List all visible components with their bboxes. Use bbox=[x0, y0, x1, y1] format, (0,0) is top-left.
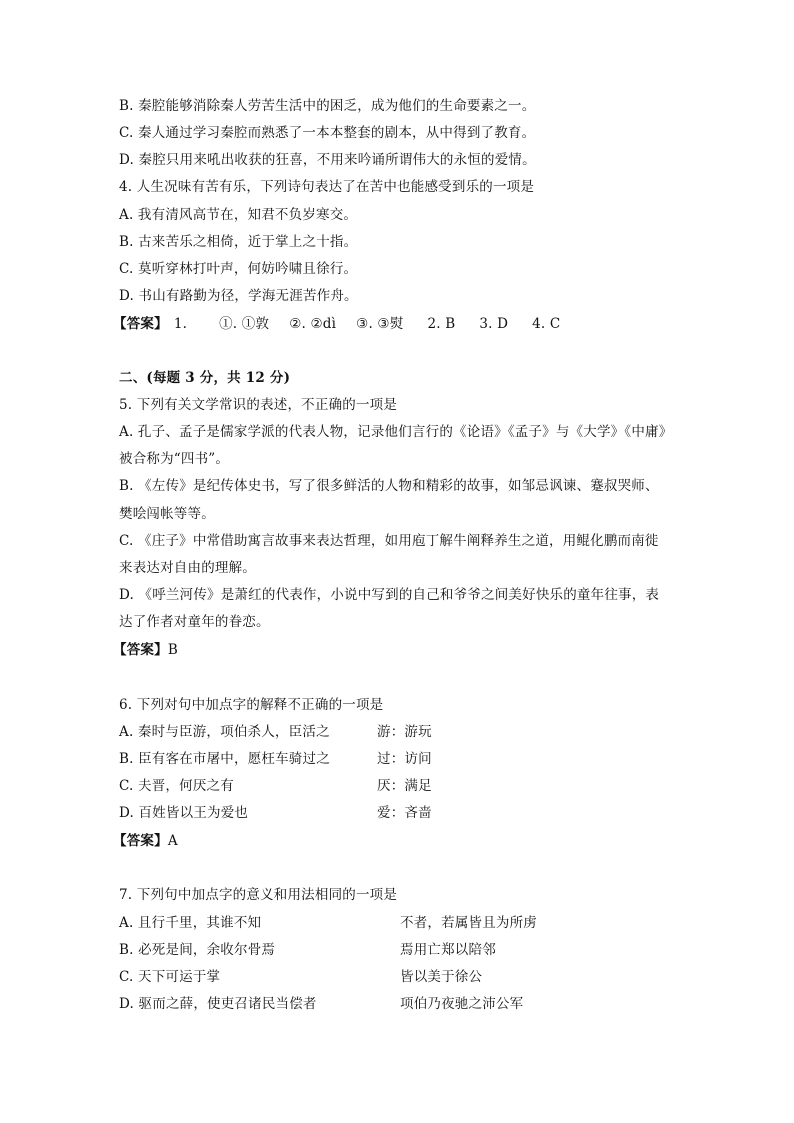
q4-stem: 4. 人生况味有苦有乐，下列诗句表达了在苦中也能感受到乐的一项是 bbox=[119, 179, 535, 195]
q7-row-b-left: B. 必死是间，余收尔骨焉 bbox=[119, 942, 276, 958]
q5-option-b-line2: 樊哙闯帐等等。 bbox=[119, 506, 215, 522]
q6-row-d-left: D. 百姓皆以王为爱也 bbox=[119, 805, 249, 821]
q6-answer-line bbox=[113, 832, 178, 850]
answer-item: 3. D bbox=[479, 316, 509, 332]
q5-option-a-line2: 被合称为“四书”。 bbox=[119, 451, 230, 467]
q4-option-c: C. 莫听穿林打叶声，何妨吟啸且徐行。 bbox=[119, 261, 358, 277]
q7-row-a-right: 不者，若属皆且为所虏 bbox=[400, 915, 537, 931]
answer-label: 【答案】 bbox=[113, 642, 168, 658]
q4-option-a: A. 我有清风高节在，知君不负岁寒交。 bbox=[119, 207, 358, 223]
answer-value: A bbox=[167, 833, 178, 849]
q6-row-c-left: C. 夫晋，何厌之有 bbox=[119, 778, 234, 794]
q5-option-c-line2: 来表达对自由的理解。 bbox=[119, 560, 256, 576]
answer-item: 1. bbox=[173, 316, 188, 332]
q5-option-c-line1: C. 《庄子》中常借助寓言故事来表达哲理，如用庖丁解牛阐释养生之道，用鲲化鹏而南徙 bbox=[119, 533, 659, 549]
q6-row-c-right: 厌：满足 bbox=[377, 778, 432, 794]
q6-row-b-right: 过：访问 bbox=[377, 751, 432, 767]
answer-label: 【答案】 bbox=[113, 833, 168, 849]
q4-option-b: B. 古来苦乐之相倚，近于掌上之十指。 bbox=[119, 234, 358, 250]
q7-row-d-right: 项伯乃夜驰之沛公军 bbox=[400, 996, 524, 1012]
answer-line-part1 bbox=[113, 315, 560, 333]
q3-option-b: B. 秦腔能够消除秦人劳苦生活中的困乏，成为他们的生命要素之一。 bbox=[119, 98, 536, 114]
section-header: 二、(每题 3 分，共 12 分) bbox=[119, 370, 291, 386]
q4-option-d: D. 书山有路勤为径，学海无涯苦作舟。 bbox=[119, 288, 358, 304]
q6-row-a-left: A. 秦时与臣游，项伯杀人，臣活之 bbox=[119, 724, 330, 740]
answer-value: B bbox=[167, 642, 178, 658]
answer-item: ①. ①敦 bbox=[219, 316, 270, 332]
answer-item: 2. B bbox=[427, 316, 456, 332]
q5-stem: 5. 下列有关文学常识的表述，不正确的一项是 bbox=[119, 397, 398, 413]
answer-item: 4. C bbox=[532, 316, 561, 332]
q5-answer-line bbox=[113, 641, 178, 659]
q3-option-c: C. 秦人通过学习秦腔而熟悉了一本本整套的剧本，从中得到了教育。 bbox=[119, 125, 536, 141]
q7-row-b-right: 焉用亡郑以陪邻 bbox=[400, 942, 496, 958]
q7-stem: 7. 下列句中加点字的意义和用法相同的一项是 bbox=[119, 887, 398, 903]
q6-row-b-left: B. 臣有客在市屠中，愿枉车骑过之 bbox=[119, 751, 330, 767]
q7-row-c-left: C. 天下可运于掌 bbox=[119, 969, 221, 985]
q7-row-a-left: A. 且行千里，其谁不知 bbox=[119, 915, 262, 931]
q7-row-d-left: D. 驱而之薛，使吏召诸民当偿者 bbox=[119, 996, 317, 1012]
answer-item: ②. ②dì bbox=[289, 316, 337, 332]
q6-row-a-right: 游：游玩 bbox=[377, 724, 432, 740]
q5-option-a-line1: A. 孔子、孟子是儒家学派的代表人物，记录他们言行的《论语》《孟子》与《大学》《中庸》 bbox=[119, 424, 673, 440]
q5-option-d-line2: 达了作者对童年的眷恋。 bbox=[119, 614, 270, 630]
q7-row-c-right: 皆以美于徐公 bbox=[400, 969, 483, 985]
q5-option-b-line1: B. 《左传》是纪传体史书，写了很多鲜活的人物和精彩的故事，如邹忌讽谏、蹇叔哭师、 bbox=[119, 478, 659, 494]
q3-option-d: D. 秦腔只用来吼出收获的狂喜，不用来吟诵所谓伟大的永恒的爱情。 bbox=[119, 152, 536, 168]
q6-row-d-right: 爱：吝啬 bbox=[377, 805, 432, 821]
answer-label: 【答案】 bbox=[113, 316, 168, 332]
q6-stem: 6. 下列对句中加点字的解释不正确的一项是 bbox=[119, 697, 384, 713]
q5-option-d-line1: D. 《呼兰河传》是萧红的代表作，小说中写到的自己和爷爷之间美好快乐的童年往事，表 bbox=[119, 587, 660, 603]
answer-item: ③. ③熨 bbox=[356, 316, 404, 332]
